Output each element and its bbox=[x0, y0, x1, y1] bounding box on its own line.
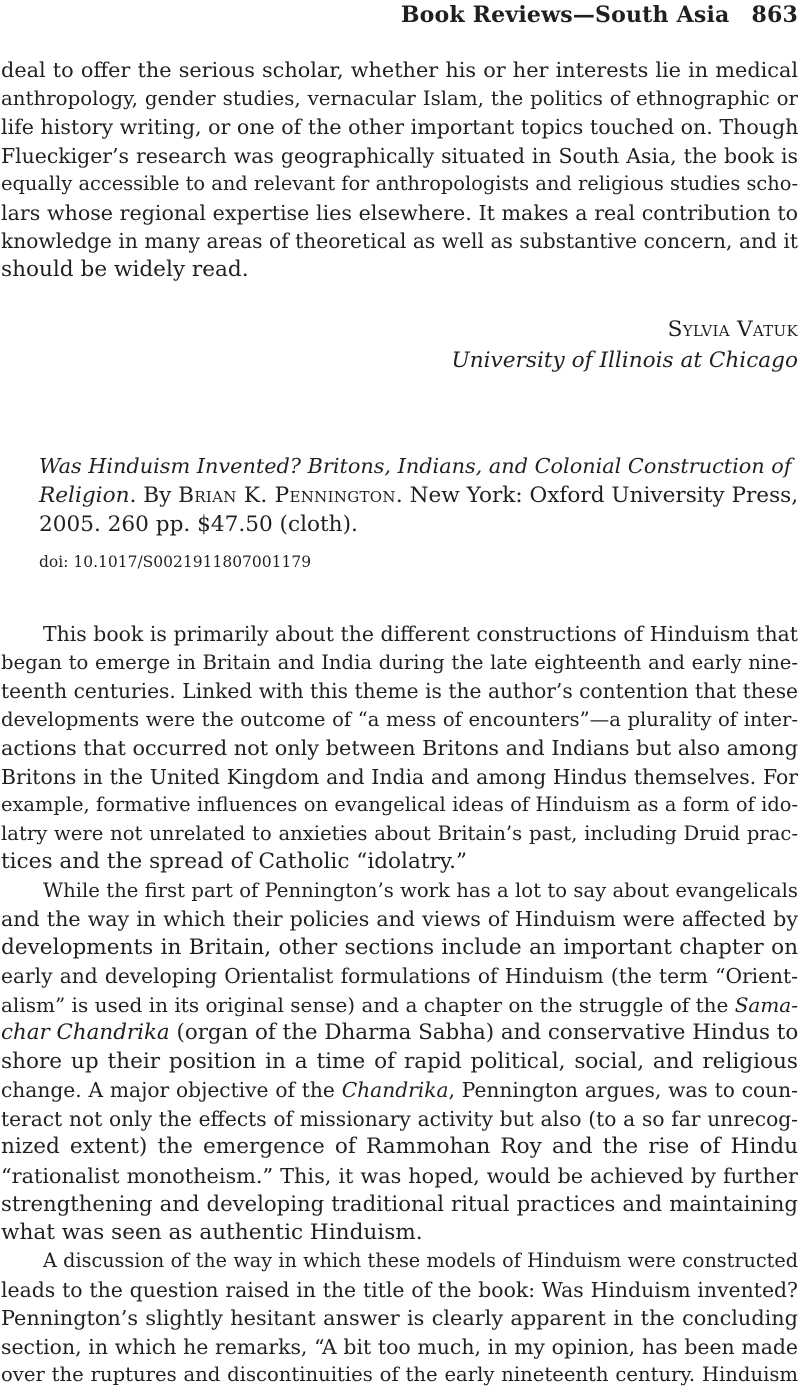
text-line: Britons in the United Kingdom and India and among Hindus themselves. For bbox=[1, 764, 798, 789]
book-title-end: Religion bbox=[39, 483, 130, 508]
text-line: anthropology, gender studies, vernacular Islam, the politics of ethnographic or bbox=[1, 86, 798, 110]
italic-term: Sama- bbox=[734, 992, 798, 1017]
paragraph-1 bbox=[1, 620, 798, 877]
text-line: section, in which he remarks, “A bit too much, in my opinion, has been made bbox=[1, 1334, 798, 1359]
text-line: actions that occurred not only between Britons and Indians but also among bbox=[1, 736, 798, 760]
text-segment: , Pennington argues, was to coun- bbox=[448, 1078, 798, 1102]
text-line: began to emerge in Britain and India during the late eighteenth and early nine- bbox=[1, 650, 798, 674]
text-line: tices and the spread of Catholic “idolatry.” bbox=[1, 849, 468, 874]
text-line: developments in Britain, other sections include an important chapter on bbox=[1, 934, 798, 960]
book-title-line: Was Hinduism Invented? Britons, Indians, and Colonial Construction of bbox=[39, 454, 792, 478]
book-details: 2005. 260 pp. $47.50 (cloth). bbox=[39, 512, 358, 537]
text-line: example, formative influences on evangelical ideas of Hinduism as a form of ido- bbox=[1, 793, 798, 816]
text-line: shore up their position in a time of rapid political, social, and religious bbox=[1, 1048, 798, 1074]
text-line bbox=[1, 1076, 798, 1105]
running-head bbox=[401, 2, 798, 28]
text-line bbox=[1, 991, 798, 1020]
book-citation bbox=[39, 452, 798, 539]
text-segment: (organ of the Dharma Sabha) and conservative Hindus to bbox=[169, 1020, 799, 1045]
text-line: nized extent) the emergence of Rammohan Roy and the rise of Hindu bbox=[1, 1134, 798, 1159]
text-segment: alism” is used in its original sense) and a chapter on the struggle of the bbox=[1, 992, 735, 1017]
italic-term: char Chandrika bbox=[1, 1020, 170, 1045]
text-line: what was seen as authentic Hinduism. bbox=[1, 1219, 423, 1245]
text-line: over the ruptures and discontinuities of the early nineteenth century. Hinduism bbox=[1, 1363, 798, 1386]
text-line: and the way in which their policies and views of Hinduism were affected by bbox=[1, 907, 798, 931]
reviewer-affiliation: University of Illinois at Chicago bbox=[451, 348, 798, 373]
text-line: “rationalist monotheism.” This, it was hoped, would be achieved by further bbox=[1, 1163, 798, 1188]
text-line: teract not only the effects of missionary activity but also (to a so far unrecog- bbox=[1, 1106, 798, 1131]
book-author: Brian K. Pennington bbox=[178, 483, 396, 508]
citation-by: . By bbox=[129, 483, 179, 508]
doi-link[interactable]: doi: 10.1017/S0021911807001179 bbox=[39, 553, 312, 571]
book-publisher: . New York: Oxford University Press, bbox=[395, 483, 799, 508]
text-line: latry were not unrelated to anxieties about Britain’s past, including Druid prac- bbox=[1, 821, 798, 845]
running-head-title: Book Reviews—South Asia bbox=[400, 2, 730, 28]
text-line: A discussion of the way in which these models of Hinduism were constructed bbox=[43, 1249, 798, 1272]
text-line: Flueckiger’s research was geographically situated in South Asia, the book is bbox=[1, 143, 798, 168]
text-line: lars whose regional expertise lies elsewhere. It makes a real contribution to bbox=[1, 200, 798, 225]
text-line: should be widely read. bbox=[1, 256, 249, 282]
text-line: teenth centuries. Linked with this theme is the author’s contention that these bbox=[1, 679, 798, 703]
italic-term: Chandrika bbox=[341, 1078, 449, 1102]
reviewer-name: Sylvia Vatuk bbox=[667, 317, 798, 342]
reviewer-signature bbox=[452, 314, 798, 376]
text-line bbox=[1, 1019, 798, 1048]
page-number: 863 bbox=[751, 2, 798, 28]
text-line: deal to offer the serious scholar, whether his or her interests lie in medical bbox=[1, 58, 798, 82]
text-line: leads to the question raised in the title of the book: Was Hinduism invented? bbox=[1, 1277, 798, 1302]
text-line: This book is primarily about the different constructions of Hinduism that bbox=[43, 622, 798, 646]
text-line: While the first part of Pennington’s work has a lot to say about evangelicals bbox=[43, 878, 798, 902]
citation-line bbox=[39, 481, 798, 510]
review-body bbox=[1, 620, 798, 1390]
text-line: early and developing Orientalist formulations of Hinduism (the term “Orient- bbox=[1, 964, 798, 988]
previous-review-conclusion bbox=[1, 56, 798, 284]
text-line: knowledge in many areas of theoretical as well as substantive concern, and it bbox=[1, 229, 798, 253]
text-line: life history writing, or one of the other important topics touched on. Though bbox=[1, 115, 799, 139]
text-line: developments were the outcome of “a mess of encounters”—a plurality of inter- bbox=[1, 707, 798, 731]
paragraph-3 bbox=[1, 1247, 798, 1390]
paragraph-2 bbox=[1, 877, 798, 1248]
text-line: Pennington’s slightly hesitant answer is clearly apparent in the concluding bbox=[1, 1306, 798, 1330]
text-line: strengthening and developing traditional ritual practices and maintaining bbox=[1, 1191, 798, 1216]
text-segment: change. A major objective of the bbox=[1, 1078, 342, 1102]
text-line: equally accessible to and relevant for anthropologists and religious studies scho- bbox=[1, 172, 798, 195]
